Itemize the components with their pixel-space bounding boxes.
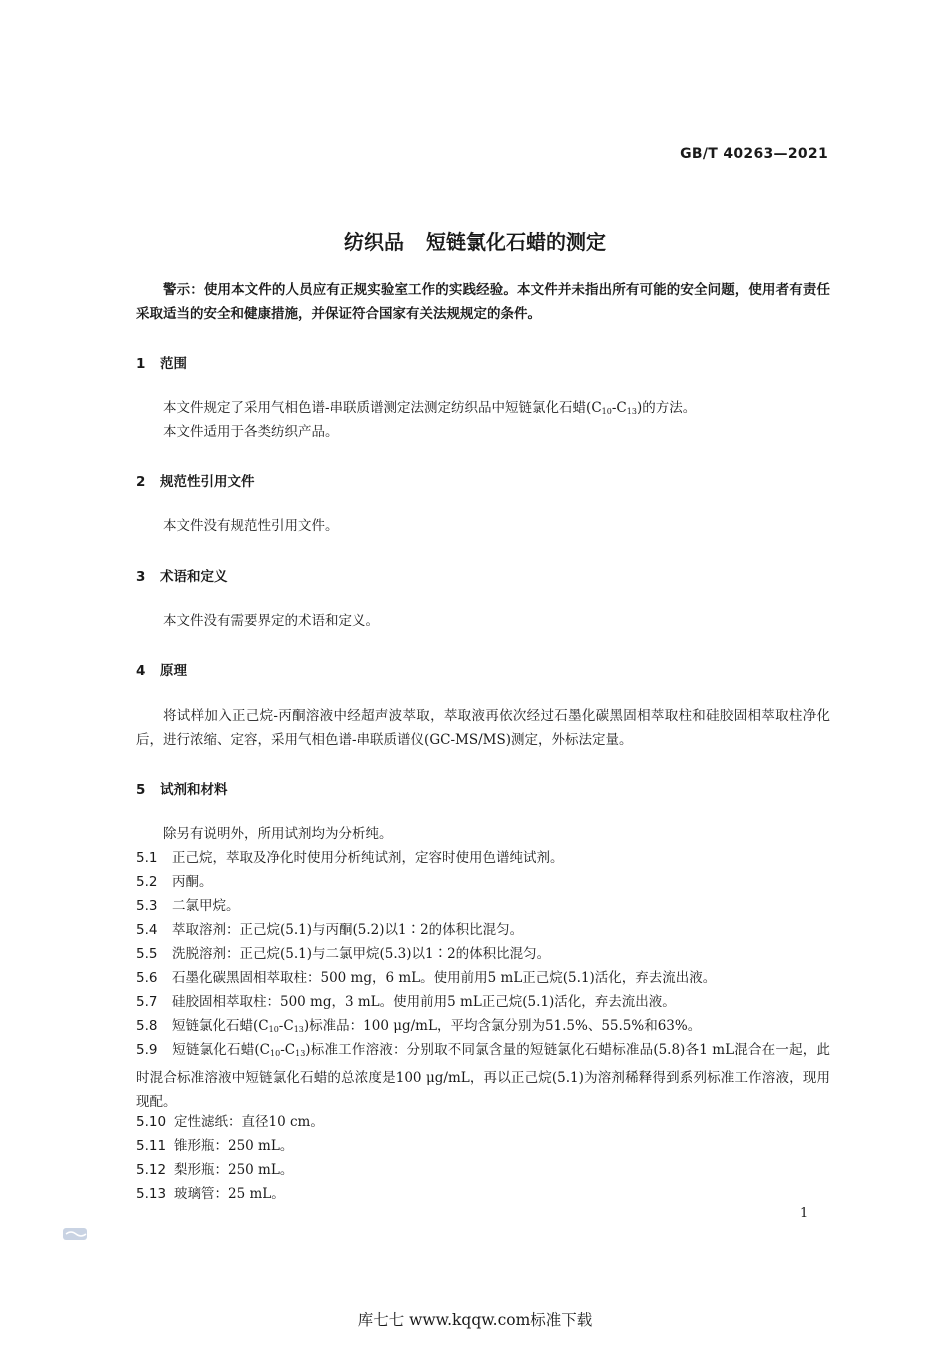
item-number: 5.13 (136, 1186, 167, 1202)
item-number: 5.2 (136, 874, 158, 890)
reagent-item (136, 1158, 830, 1182)
section-number: 1 (136, 356, 146, 372)
section-title: 原理 (160, 663, 187, 679)
principle-paragraph: 将试样加入正己烷-丙酮溶液中经超声波萃取，萃取液再依次经过石墨化碳黑固相萃取柱和硅胶固相萃取柱净化后，进行浓缩、定容，采用气相色谱-串联质谱仪(GC-MS/MS)测定，外标法定量。 (136, 708, 830, 748)
warning-text: 警示：使用本文件的人员应有正规实验室工作的实践经验。本文件并未指出所有可能的安全问题，使用者有责任采取适当的安全和健康措施，并保证符合国家有关法规规定的条件。 (136, 282, 830, 322)
item-text: 洗脱溶剂：正己烷(5.1)与二氯甲烷(5.3)以1∶2的体积比混匀。 (172, 946, 551, 962)
section-title: 规范性引用文件 (160, 474, 255, 490)
reagent-item (136, 894, 830, 918)
item-number: 5.6 (136, 970, 158, 986)
item-number: 5.5 (136, 946, 158, 962)
section-number: 4 (136, 663, 146, 679)
subscript: 13 (626, 407, 637, 416)
footer-watermark: 库七七 www.kqqw.com标准下载 (357, 1311, 593, 1329)
item-number: 5.4 (136, 922, 158, 938)
normative-paragraph: 本文件没有规范性引用文件。 (163, 518, 339, 534)
title-part1: 纺织品 (344, 230, 404, 254)
reagent-item (136, 990, 830, 1014)
section-heading-1 (136, 352, 187, 372)
subscript: 10 (268, 1025, 279, 1034)
scope-paragraph-2: 本文件适用于各类纺织产品。 (163, 424, 339, 440)
section-heading-4 (136, 659, 187, 679)
page-title (0, 226, 950, 255)
section-title: 术语和定义 (160, 569, 228, 585)
item-text: 短链氯化石蜡(C (172, 1042, 271, 1058)
standard-number: GB/T 40263—2021 (680, 146, 828, 162)
subscript: 13 (295, 1049, 306, 1058)
item-number: 5.1 (136, 850, 158, 866)
item-text: 梨形瓶：250 mL。 (174, 1162, 294, 1178)
scope-text: 本文件规定了采用气相色谱-串联质谱测定法测定纺织品中短链氯化石蜡(C (163, 400, 602, 416)
section-heading-5 (136, 778, 228, 798)
reagent-item-5-9 (136, 1038, 830, 1114)
scope-text: -C (611, 400, 627, 416)
item-text: 石墨化碳黑固相萃取柱：500 mg，6 mL。使用前用5 mL正己烷(5.1)活化，弃去流出液。 (172, 970, 717, 986)
terms-paragraph: 本文件没有需要界定的术语和定义。 (163, 613, 379, 629)
section-number: 5 (136, 782, 146, 798)
title-part2: 短链氯化石蜡的测定 (426, 230, 606, 254)
section-number: 3 (136, 569, 146, 585)
item-number: 5.10 (136, 1114, 167, 1130)
sac-logo-icon (63, 1227, 87, 1241)
scope-text: )的方法。 (636, 400, 697, 416)
item-text: 硅胶固相萃取柱：500 mg，3 mL。使用前用5 mL正己烷(5.1)活化，弃去流出液。 (172, 994, 676, 1010)
subscript: 10 (270, 1049, 281, 1058)
reagent-item (136, 918, 830, 942)
item-text: )标准工作溶液：分别取不同氯含量的短链氯化石蜡标准品(5.8)各1 mL混合在一起，此时混合标准溶液中短链氯化石蜡的总浓度是100 μg/mL，再以正己烷(5.1)为溶剂稀释得到系列标准工作溶液，现用现配。 (136, 1042, 830, 1110)
reagents-intro: 除另有说明外，所用试剂均为分析纯。 (163, 826, 393, 842)
section-heading-2 (136, 470, 255, 490)
item-text: 二氯甲烷。 (172, 898, 240, 914)
item-number: 5.9 (136, 1042, 158, 1058)
item-text: )标准品：100 μg/mL，平均含氯分别为51.5%、55.5%和63%。 (303, 1018, 702, 1034)
section-heading-3 (136, 565, 228, 585)
item-text: 锥形瓶：250 mL。 (174, 1138, 294, 1154)
item-number: 5.7 (136, 994, 158, 1010)
item-text: 丙酮。 (172, 874, 213, 890)
item-number: 5.3 (136, 898, 158, 914)
item-text: -C (280, 1042, 296, 1058)
reagent-item (136, 942, 830, 966)
item-number: 5.11 (136, 1138, 167, 1154)
section-number: 2 (136, 474, 146, 490)
reagent-item (136, 1134, 830, 1158)
item-text: 正己烷，萃取及净化时使用分析纯试剂，定容时使用色谱纯试剂。 (172, 850, 564, 866)
reagent-item (136, 870, 830, 894)
item-text: 短链氯化石蜡(C (172, 1018, 269, 1034)
item-number: 5.8 (136, 1018, 158, 1034)
item-number: 5.12 (136, 1162, 167, 1178)
item-text: 萃取溶剂：正己烷(5.1)与丙酮(5.2)以1∶2的体积比混匀。 (172, 922, 524, 938)
reagent-item (136, 846, 830, 870)
subscript: 13 (293, 1025, 304, 1034)
subscript: 10 (601, 407, 612, 416)
section-title: 范围 (160, 356, 187, 372)
section-title: 试剂和材料 (160, 782, 228, 798)
item-text: 玻璃管：25 mL。 (174, 1186, 285, 1202)
reagent-item (136, 1110, 830, 1134)
item-text: 定性滤纸：直径10 cm。 (174, 1114, 324, 1130)
page-number: 1 (800, 1206, 809, 1221)
item-text: -C (278, 1018, 294, 1034)
reagent-item (136, 1182, 830, 1206)
reagent-item (136, 966, 830, 990)
